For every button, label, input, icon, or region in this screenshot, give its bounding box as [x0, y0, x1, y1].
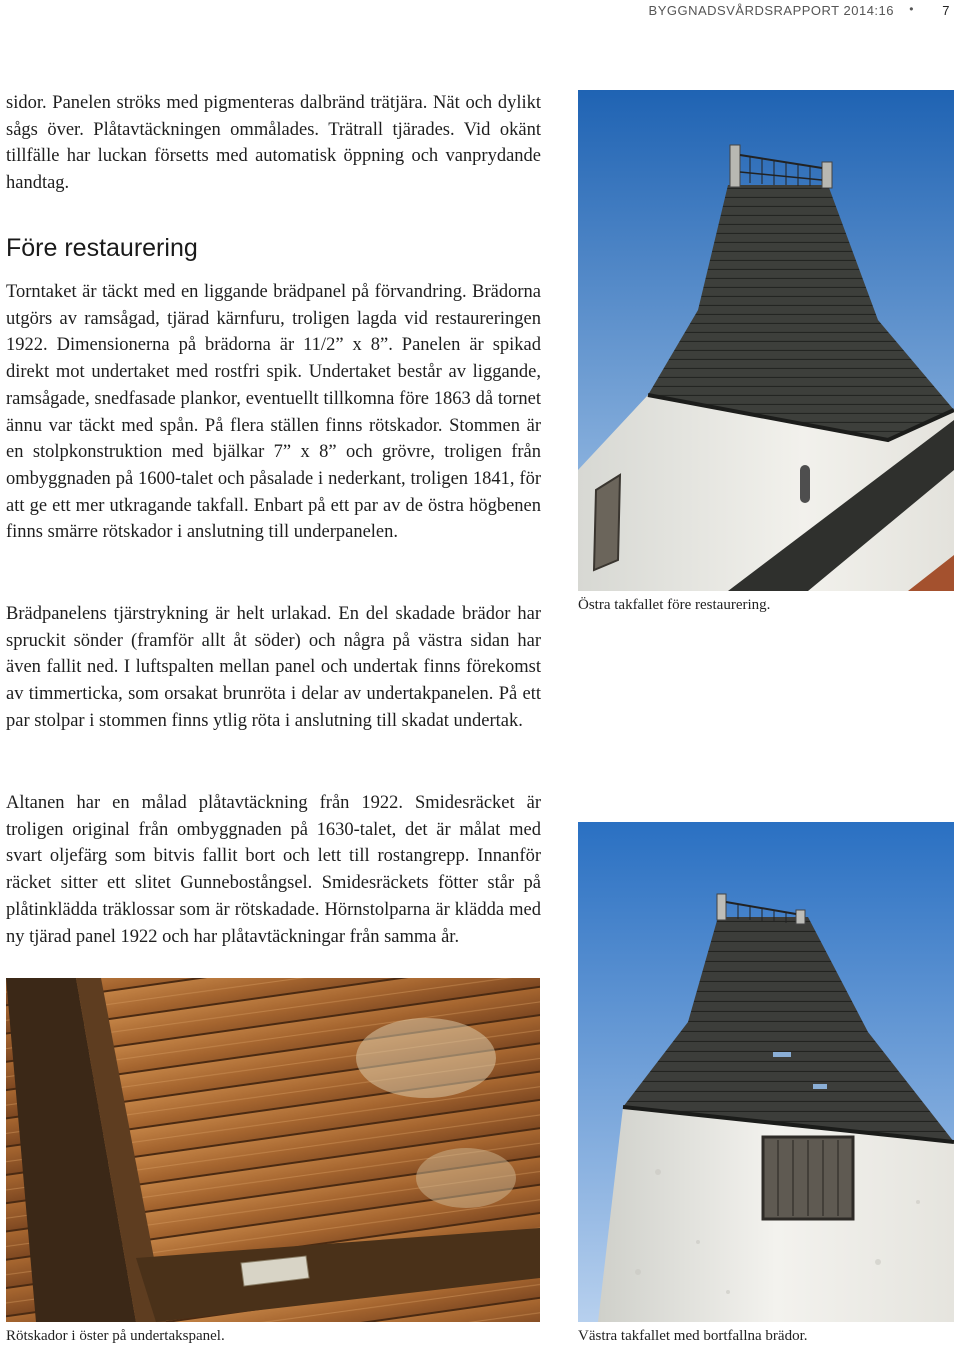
photo-east-roof — [578, 90, 954, 591]
paragraph-panel-damage: Brädpanelens tjärstrykning är helt urlakad. En del skadade brädor har spruckit sönder (framför allt åt söder) och några på västra sidan har även fallit ned. I luftspalten mellan panel och undertak finns förekomst av timmerticka, som orsakat brunröta i delar av undertakpanelen. På ett par stolpar i stommen finns ytlig röta i anslutning till skadat undertak. — [6, 604, 541, 731]
intro-paragraph: sidor. Panelen ströks med pigmenteras dalbränd trätjära. Nät och dylikt sågs över. Plåtavtäckningen ommålades. Trätrall tjärades. Vid okänt tillfälle har luckan försetts med automatisk öppning och vanprydande handtag. — [6, 93, 541, 194]
section-heading: Före restaurering — [6, 234, 198, 262]
running-title: BYGGNADSVÅRDSRAPPORT 2014:16 — [648, 3, 894, 18]
paragraph-roof-construction: Torntaket är täckt med en liggande brädpanel på förvandring. Brädorna utgörs av ramsågad, tjärad kärnfuru, troligen lagda vid restaureringen 1922. Dimensionerna på brädorna är 11/2” x 8”. Panelen är spikad direkt mot undertaket med rostfri spik. Undertaket består av liggande, ramsågade, snedfasade plankor, eventuellt tillkomna före 1863 då tornet ännu var täckt med spån. På flera ställen finns rötskador. Stommen är en stolpkonstruktion med bjälkar 7” x 8” och grövre, troligen från ombyggnaden på 1600-talet och påsalade i nederkant, troligen 1841, för att ge ett mer utkragande takfall. Enbart på ett par av de östra högbenen finns smärre rötskador i anslutning till underpanelen. — [6, 282, 541, 543]
photo-west-roof — [578, 822, 954, 1322]
running-header — [0, 0, 960, 22]
header-bullet: • — [909, 2, 914, 16]
caption-rot-damage: Rötskador i öster på undertakspanel. — [6, 1328, 225, 1344]
paragraph-balcony: Altanen har en målad plåtavtäckning från 1922. Smidesräcket är troligen original från ombyggnaden på 1630-talet, det är målat med svart oljefärg som bitvis fallit bort och lett till rostangrepp. Innanför räcket sitter ett slitet Gunnebostångsel. Smidesräckets fötter står på plåtinklädda träklossar som är rötskadade. Hörnstolparna är klädda med ny tjärad panel 1922 och har plåtavtäckningar från samma år. — [6, 793, 541, 947]
photo-rot-damage — [6, 978, 540, 1322]
caption-east-roof: Östra takfallet före restaurering. — [578, 597, 771, 613]
page-number: 7 — [942, 3, 950, 18]
caption-west-roof: Västra takfallet med bortfallna brädor. — [578, 1328, 808, 1344]
